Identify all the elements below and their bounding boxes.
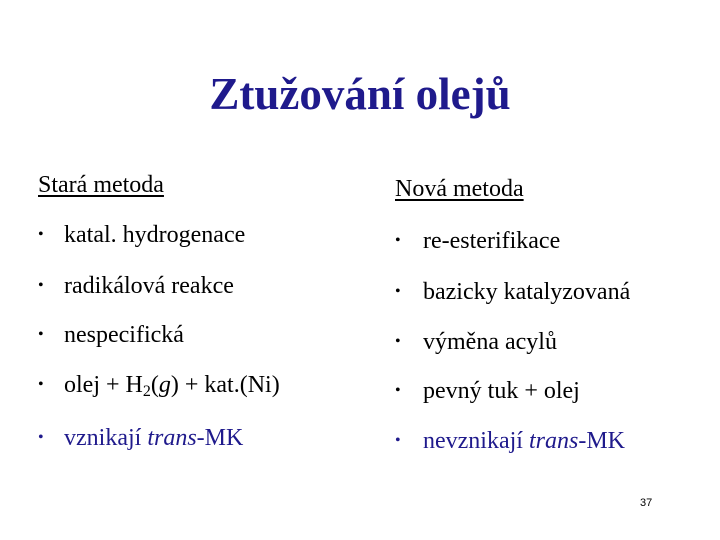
item-text: katal. hydrogenace — [64, 222, 246, 248]
bullet-icon: • — [38, 326, 44, 343]
list-item — [38, 423, 243, 453]
list-item — [395, 277, 630, 307]
item-text-end: ) + kat.(Ni) — [170, 372, 280, 398]
list-item — [38, 220, 245, 250]
item-text: výměna acylů — [423, 329, 557, 355]
item-text: nespecifická — [64, 322, 184, 348]
list-item — [395, 426, 625, 456]
bullet-icon: • — [395, 283, 401, 300]
bullet-icon: • — [395, 432, 401, 449]
subscript: 2 — [142, 383, 151, 400]
old-method-column — [38, 170, 358, 451]
bullet-icon: • — [395, 333, 401, 350]
item-text-start: vznikají — [64, 425, 148, 451]
page-number: 37 — [640, 497, 653, 509]
list-item — [38, 370, 280, 400]
item-text-italic: g — [158, 372, 171, 398]
bullet-icon: • — [38, 277, 44, 294]
item-text-end: -MK — [578, 428, 625, 454]
list-item — [395, 226, 560, 256]
old-method-heading: Stará metoda — [38, 172, 164, 198]
new-method-heading: Nová metoda — [395, 176, 524, 202]
item-text-start: nevznikají — [423, 428, 529, 454]
bullet-icon: • — [38, 429, 44, 446]
bullet-icon: • — [38, 226, 44, 243]
slide-title: Ztužování olejů — [209, 69, 511, 119]
item-text: radikálová reakce — [64, 273, 234, 299]
item-text-italic: trans — [528, 428, 579, 454]
item-text: bazicky katalyzovaná — [423, 279, 631, 305]
item-text: pevný tuk + olej — [423, 378, 580, 404]
bullet-icon: • — [395, 232, 401, 249]
list-item — [395, 376, 580, 406]
list-item — [395, 327, 557, 357]
item-text-italic: trans — [147, 425, 197, 451]
bullet-icon: • — [395, 382, 401, 399]
list-item — [38, 271, 234, 301]
bullet-icon: • — [38, 376, 44, 393]
item-text-paren: ( — [150, 372, 159, 398]
new-method-column — [395, 170, 715, 454]
item-text-start: olej + H — [64, 372, 143, 398]
list-item — [38, 320, 184, 350]
item-text-end: -MK — [196, 425, 244, 451]
item-text: re-esterifikace — [423, 228, 561, 254]
